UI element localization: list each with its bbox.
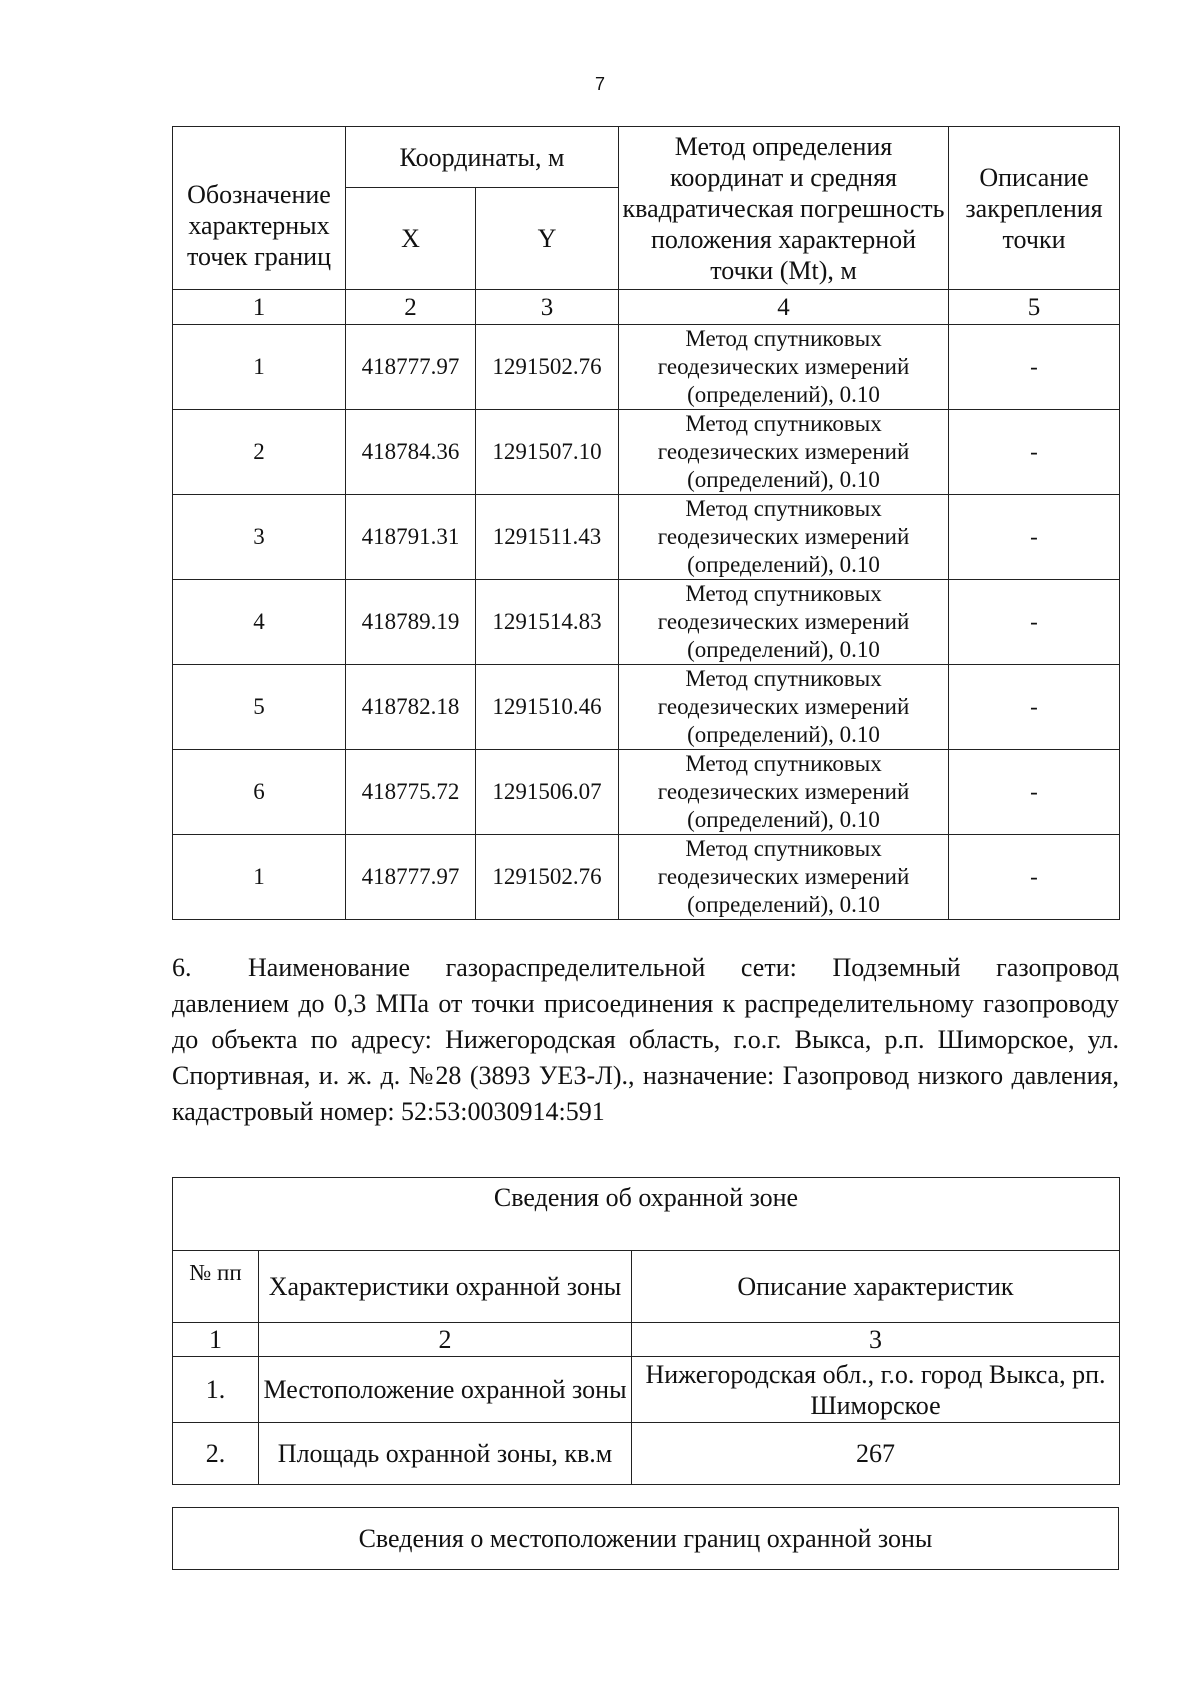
table-row (173, 835, 1120, 920)
coord-x: 418775.72 (346, 750, 476, 835)
fixing-description: - (949, 580, 1120, 665)
bounds-title-row (173, 1508, 1119, 1570)
row-number: 1. (173, 1357, 259, 1423)
method-cell: Метод спутниковых геодезических измерений (определений), 0.10 (619, 495, 949, 580)
column-number: 3 (632, 1323, 1120, 1357)
coord-y: 1291506.07 (476, 750, 619, 835)
method-cell: Метод спутниковых геодезических измерений (определений), 0.10 (619, 835, 949, 920)
coord-y: 1291510.46 (476, 665, 619, 750)
fixing-description: - (949, 665, 1120, 750)
coord-x: 418777.97 (346, 835, 476, 920)
coord-x: 418789.19 (346, 580, 476, 665)
row-number: 2. (173, 1423, 259, 1485)
characteristic-value: 267 (632, 1423, 1120, 1485)
header-x: X (346, 188, 476, 290)
zone-boundaries-table (172, 1507, 1119, 1570)
point-id: 5 (173, 665, 346, 750)
method-cell: Метод спутниковых геодезических измерений (определений), 0.10 (619, 580, 949, 665)
header-y: Y (476, 188, 619, 290)
header-method: Метод определения координат и средняя квадратическая погрешность положения характерной точки (Mt), м (619, 127, 949, 290)
coord-y: 1291502.76 (476, 325, 619, 410)
bounds-table-title: Сведения о местоположении границ охранной зоны (173, 1508, 1119, 1570)
zone-header-row (173, 1251, 1120, 1323)
table-row (173, 1357, 1120, 1423)
zone-title-row (173, 1178, 1120, 1251)
fixing-description: - (949, 835, 1120, 920)
point-id: 6 (173, 750, 346, 835)
coord-y: 1291502.76 (476, 835, 619, 920)
column-number: 1 (173, 1323, 259, 1357)
fixing-description: - (949, 750, 1120, 835)
method-cell: Метод спутниковых геодезических измерений (определений), 0.10 (619, 750, 949, 835)
coordinates-table (172, 126, 1120, 920)
table-row (173, 580, 1120, 665)
column-number: 5 (949, 290, 1120, 325)
point-id: 1 (173, 835, 346, 920)
column-number: 2 (346, 290, 476, 325)
header-coordinates: Координаты, м (346, 127, 619, 188)
coord-x: 418777.97 (346, 325, 476, 410)
point-id: 1 (173, 325, 346, 410)
point-id: 2 (173, 410, 346, 495)
coord-x: 418784.36 (346, 410, 476, 495)
fixing-description: - (949, 410, 1120, 495)
point-id: 3 (173, 495, 346, 580)
header-point-designation: Обозначение характерных точек границ (173, 127, 346, 290)
paragraph-number: 6. (172, 953, 192, 982)
method-cell: Метод спутниковых геодезических измерений (определений), 0.10 (619, 665, 949, 750)
fixing-description: - (949, 495, 1120, 580)
coord-column-numbers-row (173, 290, 1120, 325)
table-row (173, 665, 1120, 750)
column-number: 4 (619, 290, 949, 325)
characteristic-value: Нижегородская обл., г.о. город Выкса, рп. Шиморское (632, 1357, 1120, 1423)
table-row (173, 750, 1120, 835)
zone-column-numbers-row (173, 1323, 1120, 1357)
column-number: 3 (476, 290, 619, 325)
coord-y: 1291507.10 (476, 410, 619, 495)
characteristic-name: Местоположение охранной зоны (259, 1357, 632, 1423)
zone-table-title: Сведения об охранной зоне (173, 1178, 1120, 1251)
page-number: 7 (594, 74, 605, 94)
table-row (173, 410, 1120, 495)
header-characteristics: Характеристики охранной зоны (259, 1251, 632, 1323)
fixing-description: - (949, 325, 1120, 410)
coord-y: 1291514.83 (476, 580, 619, 665)
coord-x: 418782.18 (346, 665, 476, 750)
coord-y: 1291511.43 (476, 495, 619, 580)
column-number: 2 (259, 1323, 632, 1357)
protection-zone-table (172, 1177, 1120, 1485)
gas-network-paragraph (172, 950, 1119, 1130)
coord-header-row-1 (173, 127, 1120, 188)
column-number: 1 (173, 290, 346, 325)
characteristic-name: Площадь охранной зоны, кв.м (259, 1423, 632, 1485)
method-cell: Метод спутниковых геодезических измерений (определений), 0.10 (619, 410, 949, 495)
header-number: № пп (173, 1251, 259, 1323)
header-fixing-description: Описание закрепления точки (949, 127, 1120, 290)
point-id: 4 (173, 580, 346, 665)
method-cell: Метод спутниковых геодезических измерений (определений), 0.10 (619, 325, 949, 410)
table-row (173, 325, 1120, 410)
table-row (173, 495, 1120, 580)
paragraph-text: Наименование газораспределительной сети: Подземный газопровод давлением до 0,3 МПа от точки присоединения к распределительному газопроводу до объекта по адресу: Нижегородская область, г.о.г. Выкса, р.п. Шиморское, ул. Спортивная, и. ж. д. №28 (3893 УЕЗ-Л)., назначение: Газопровод низкого давления, кадастровый номер: 52:53:0030914:591 (172, 953, 1119, 1126)
table-row (173, 1423, 1120, 1485)
coord-x: 418791.31 (346, 495, 476, 580)
header-description: Описание характеристик (632, 1251, 1120, 1323)
